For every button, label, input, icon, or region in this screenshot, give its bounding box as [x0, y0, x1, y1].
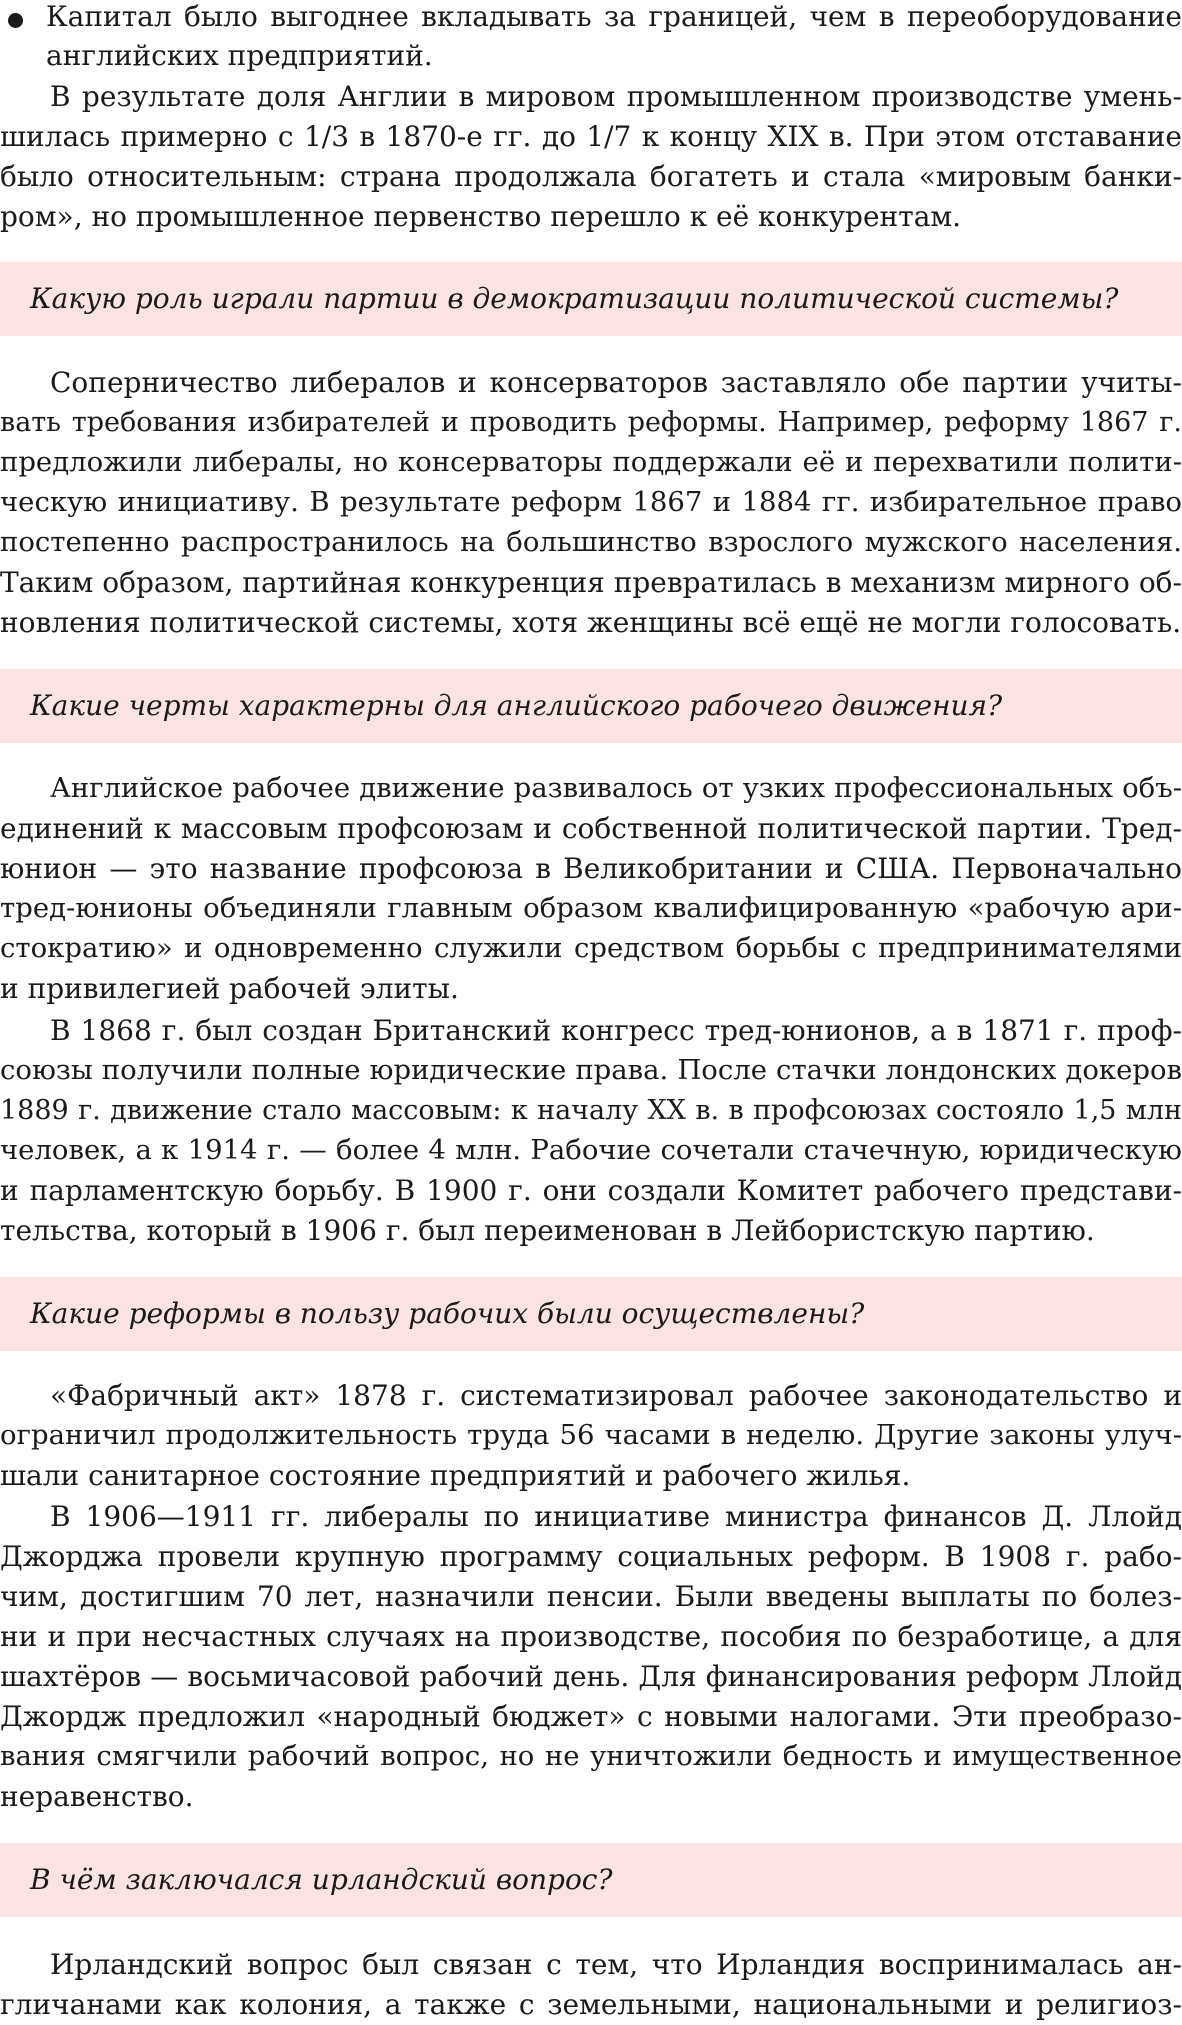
- text-line: В 1906—1911 гг. либералы по инициативе министра финансов Д. Ллойд: [50, 1500, 1182, 1533]
- question-heading: [0, 1843, 1182, 1917]
- text-line: шилась примерно с 1/3 в 1870-е гг. до 1/7 к концу XIX в. При этом отставание: [0, 120, 1182, 153]
- text-line: и парламентскую борьбу. В 1900 г. они создали Комитет рабочего представи-: [0, 1174, 1182, 1207]
- text-line: и привилегией рабочей элиты.: [0, 972, 459, 1005]
- text-line: юнион — это название профсоюза в Великобритании и США. Первоначально: [0, 852, 1182, 885]
- question-text: Какую роль играли партии в демократизации политической системы?: [30, 282, 1119, 315]
- text-line: 1889 г. движение стало массовым: к началу XX в. в профсоюзах состояло 1,5 млн: [0, 1095, 1182, 1126]
- text-line: Капитал было выгоднее вкладывать за границей, чем в переоборудование: [46, 0, 1182, 33]
- text-line: Таким образом, партийная конкуренция превратилась в механизм мирного об-: [0, 566, 1182, 599]
- text-line: Джорджа провели крупную программу социальных реформ. В 1908 г. рабо-: [0, 1540, 1182, 1573]
- text-line: тельства, который в 1906 г. был переименован в Лейбористскую партию.: [0, 1214, 1095, 1247]
- text-line: было относительным: страна продолжала богатеть и стала «мировым банки-: [0, 160, 1182, 193]
- text-line: шахтёров — восьмичасовой рабочий день. Для финансирования реформ Ллойд: [0, 1660, 1182, 1693]
- text-line: постепенно распространилось на большинство взрослого мужского населения.: [0, 526, 1182, 558]
- text-line: Ирландский вопрос был связан с тем, что Ирландия воспринималась ан-: [50, 1948, 1182, 1981]
- text-line: ром», но промышленное первенство перешло к её конкурентам.: [0, 200, 962, 233]
- text-line: ни и при несчастных случаях на производстве, пособия по безработице, а для: [0, 1620, 1182, 1653]
- text-line: Английское рабочее движение развивалось от узких профессиональных объ-: [50, 772, 1182, 804]
- text-line: «Фабричный акт» 1878 г. систематизировал рабочее законодательство и: [50, 1379, 1182, 1412]
- question-heading: [0, 262, 1182, 336]
- text-line: гличанами как колония, а также с земельными, национальными и религиоз-: [0, 1988, 1182, 2021]
- text-line: чим, достигшим 70 лет, назначили пенсии. Были введены выплаты по болез-: [0, 1580, 1182, 1613]
- text-line: В 1868 г. был создан Британский конгресс тред-юнионов, а в 1871 г. проф-: [50, 1014, 1182, 1047]
- text-line: стократию» и одновременно служили средством борьбы с предпринимателями: [0, 932, 1182, 964]
- question-text: Какие черты характерны для английского рабочего движения?: [30, 689, 1003, 722]
- text-line: ческую инициативу. В результате реформ 1867 и 1884 гг. избирательное право: [0, 486, 1182, 518]
- text-line: тред-юнионы объединяли главным образом квалифицированную «рабочую ари-: [0, 892, 1182, 924]
- text-line: неравенство.: [0, 1780, 194, 1813]
- text-line: единений к массовым профсоюзам и собственной политической партии. Тред-: [0, 812, 1182, 845]
- text-line: вать требования избирателей и проводить реформы. Например, реформу 1867 г.: [0, 407, 1182, 438]
- text-line: новления политической системы, хотя женщины всё ещё не могли голосовать.: [0, 606, 1182, 639]
- text-line: В результате доля Англии в мировом промышленном производстве умень-: [50, 80, 1182, 113]
- text-line: вания смягчили рабочий вопрос, но не уничтожили бедность и имущественное: [0, 1740, 1182, 1772]
- text-line: ограничил продолжительность труда 56 часами в неделю. Другие законы улуч-: [0, 1419, 1182, 1451]
- question-text: Какие реформы в пользу рабочих были осуществлены?: [30, 1297, 865, 1330]
- text-line: союзы получили полные юридические права. После стачки лондонских докеров: [0, 1054, 1182, 1086]
- question-heading: [0, 669, 1182, 743]
- text-line: Соперничество либералов и консерваторов заставляло обе партии учиты-: [50, 366, 1182, 399]
- text-line: английских предприятий.: [46, 39, 433, 72]
- bullet-icon: [8, 13, 23, 28]
- question-text: В чём заключался ирландский вопрос?: [30, 1863, 613, 1896]
- text-line: шали санитарное состояние предприятий и рабочего жилья.: [0, 1459, 911, 1492]
- question-heading: [0, 1277, 1182, 1351]
- text-line: предложили либералы, но консерваторы поддержали её и перехватили полити-: [0, 446, 1182, 478]
- text-line: человек, а к 1914 г. — более 4 млн. Рабочие сочетали стачечную, юридическую: [0, 1134, 1182, 1166]
- text-line: Джордж предложил «народный бюджет» с новыми налогами. Эти преобразо-: [0, 1700, 1182, 1733]
